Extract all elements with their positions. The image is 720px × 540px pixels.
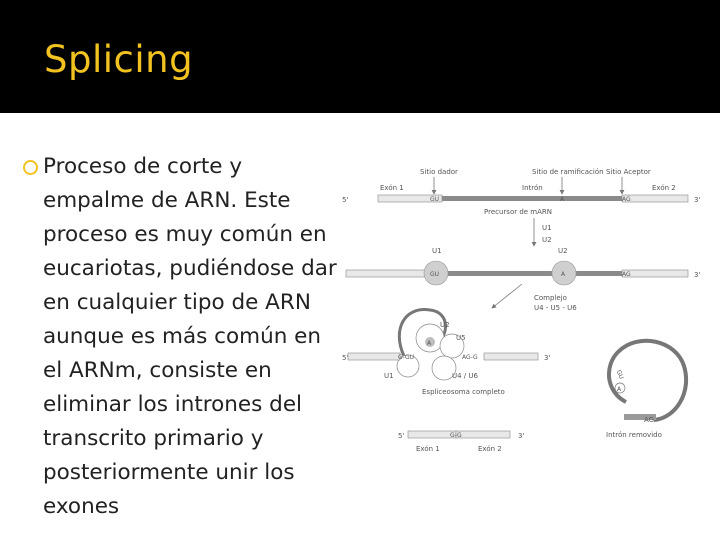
u4u6-label: U4 / U6: [452, 372, 478, 380]
sitio-ramificacion-label: Sitio de ramificación: [532, 168, 604, 176]
a-label-2: A: [561, 271, 566, 278]
u2-label-2: U2: [558, 247, 568, 255]
splicing-diagram: [338, 160, 720, 460]
ag-label-2: AG: [622, 271, 631, 278]
removed-intron-lariat: [609, 341, 686, 420]
ag-label-4: AG: [644, 416, 655, 424]
g-g-label: G-G: [450, 432, 462, 439]
bullet-text: Proceso de corte y empalme de ARN. Este proceso es muy común en eucariotas, pudiéndose dar en cualquier tipo de ARN aunque es más común en el ARNm, consiste en eliminar los intrones del transcrito primario y posteriormente unir los exones: [43, 154, 337, 519]
exon2-bar-3: [484, 353, 538, 360]
u5-label: U5: [456, 334, 466, 342]
exon2-bar-2: [622, 270, 688, 277]
exon2-bar: [622, 195, 688, 202]
slide-title: Splicing: [44, 38, 194, 81]
bullet-block: [20, 150, 349, 524]
ag-g-label: AG-G: [462, 354, 478, 361]
title-bar: [0, 0, 720, 113]
bullet-ring-icon: [23, 160, 38, 175]
espliceosoma-label: Espliceosoma completo: [422, 388, 505, 396]
intron-bar-2: [426, 271, 622, 276]
five-prime-4: 5': [398, 432, 405, 440]
exon2-label: Exón 2: [652, 184, 676, 192]
exon1-label-4: Exón 1: [416, 445, 440, 453]
u2-label-3: U2: [440, 321, 450, 329]
precursor-label: Precursor de mARN: [484, 208, 553, 216]
gu-label-4: GU: [614, 369, 625, 381]
u2-step-label: U2: [542, 236, 552, 244]
three-prime-4: 3': [518, 432, 525, 440]
five-prime-1: 5': [342, 196, 349, 204]
gu-label-1: GU: [430, 196, 440, 203]
intron-removido-label: Intrón removido: [606, 431, 662, 439]
a-label-4: A: [617, 386, 622, 393]
five-prime-3: 5': [342, 354, 349, 362]
three-prime-2: 3': [694, 271, 701, 279]
u1-label-2: U1: [432, 247, 442, 255]
exon2-label-4: Exón 2: [478, 445, 502, 453]
gu-label-2: GU: [430, 271, 440, 278]
exon2-bar-4: [456, 431, 510, 438]
intron-label: Intrón: [522, 184, 543, 192]
a-label-3: A: [427, 340, 432, 347]
three-prime-3: 3': [544, 354, 551, 362]
exon1-bar-3: [348, 353, 400, 360]
three-prime-1: 3': [694, 196, 701, 204]
ag-label-1: AG: [622, 196, 631, 203]
complejo-label: Complejo: [534, 294, 567, 302]
step2-arrow: [492, 284, 522, 308]
u1-label-3: U1: [384, 372, 394, 380]
exon1-bar-4: [408, 431, 456, 438]
exon1-label: Exón 1: [380, 184, 404, 192]
u1-step-label: U1: [542, 224, 552, 232]
complejo-sub-label: U4 - U5 - U6: [534, 304, 577, 312]
a-label-1: A: [560, 196, 565, 203]
sitio-aceptor-label: Sitio Aceptor: [606, 168, 651, 176]
intron-bar: [442, 196, 622, 201]
exon1-bar-2: [346, 270, 426, 277]
sitio-dador-label: Sitio dador: [420, 168, 458, 176]
g-gu-label: G-GU: [398, 354, 415, 361]
